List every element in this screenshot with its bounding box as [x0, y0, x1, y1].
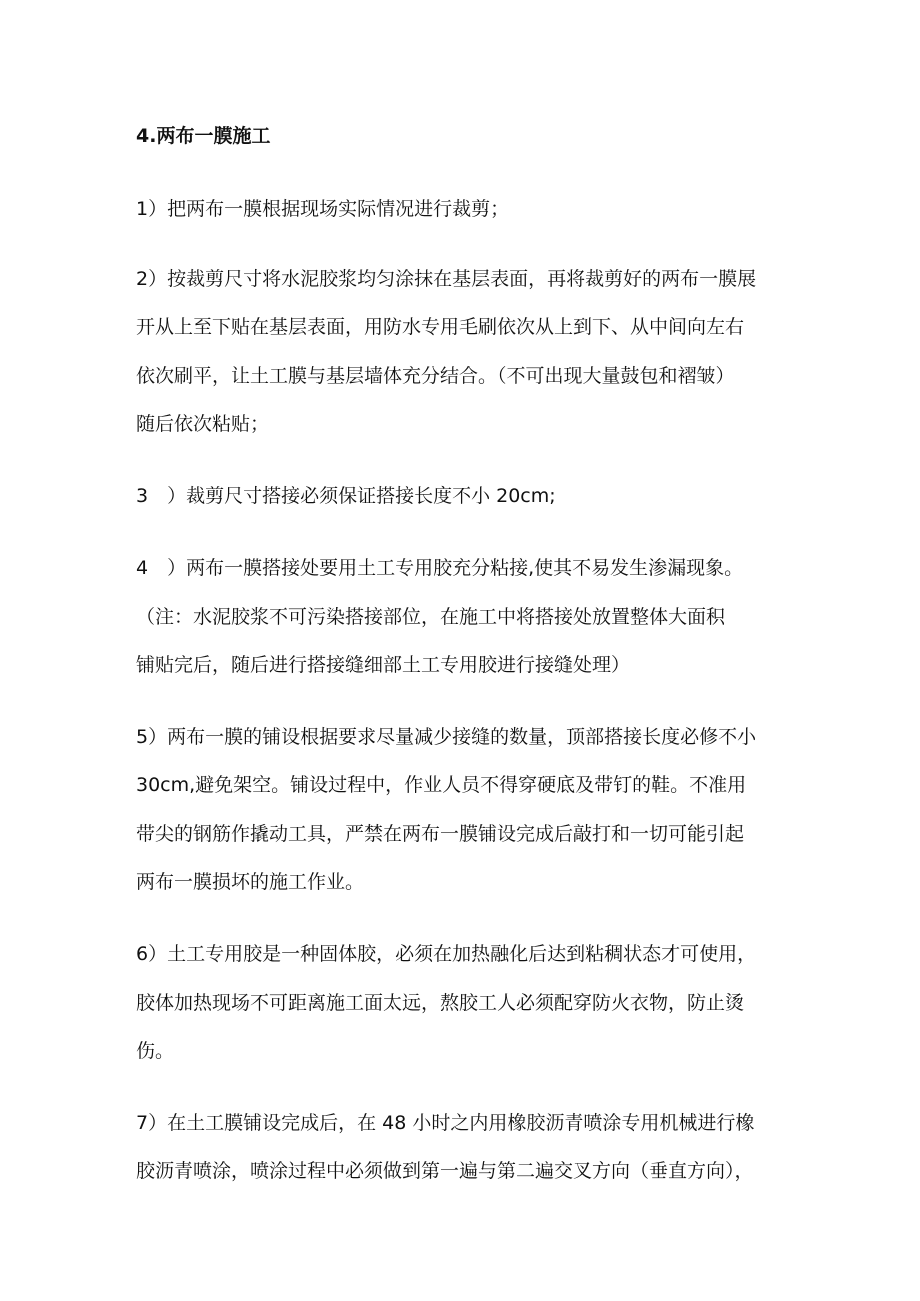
paragraph-line: 带尖的钢筋作撬动工具，严禁在两布一膜铺设完成后敲打和一切可能引起	[136, 823, 745, 845]
paragraph-line: 4 ）两布一膜搭接处要用土工专用胶充分粘接,使其不易发生渗漏现象。	[136, 557, 744, 579]
paragraph-line: 胶沥青喷涂，喷涂过程中必须做到第一遍与第二遍交叉方向（垂直方向），	[136, 1160, 754, 1182]
paragraph-line: 开从上至下贴在基层表面，用防水专用毛刷依次从上到下、从中间向左右	[136, 316, 745, 338]
section-heading: 4.两布一膜施工	[136, 125, 271, 147]
paragraph-line: 1）把两布一膜根据现场实际情况进行裁剪；	[136, 198, 510, 220]
paragraph-line: 随后依次粘贴；	[136, 413, 270, 435]
paragraph-line: 铺贴完后，随后进行搭接缝细部土工专用胶进行接缝处理）	[136, 654, 631, 676]
paragraph-line: 5）两布一膜的铺设根据要求尽量减少接缝的数量，顶部搭接长度必修不小	[136, 726, 757, 748]
paragraph-line: （注：水泥胶浆不可污染搭接部位，在施工中将搭接处放置整体大面积	[136, 606, 726, 628]
paragraph-line: 两布一膜损坏的施工作业。	[136, 871, 365, 893]
paragraph-line: 6）土工专用胶是一种固体胶，必须在加热融化后达到粘稠状态才可使用，	[136, 943, 757, 965]
paragraph-line: 7）在土工膜铺设完成后，在 48 小时之内用橡胶沥青喷涂专用机械进行橡	[136, 1112, 755, 1134]
paragraph-line: 胶体加热现场不可距离施工面太远，熬胶工人必须配穿防火衣物，防止烫	[136, 992, 745, 1014]
paragraph-line: 30cm,避免架空。铺设过程中，作业人员不得穿硬底及带钉的鞋。不准用	[136, 774, 747, 796]
paragraph-line: 2）按裁剪尺寸将水泥胶浆均匀涂抹在基层表面，再将裁剪好的两布一膜展	[136, 268, 757, 290]
paragraph-line: 依次刷平，让土工膜与基层墙体充分结合。（不可出现大量鼓包和褶皱）	[136, 365, 735, 387]
paragraph-line: 伤。	[136, 1040, 175, 1062]
paragraph-line: 3 ）裁剪尺寸搭接必须保证搭接长度不小 20cm;	[136, 485, 556, 507]
